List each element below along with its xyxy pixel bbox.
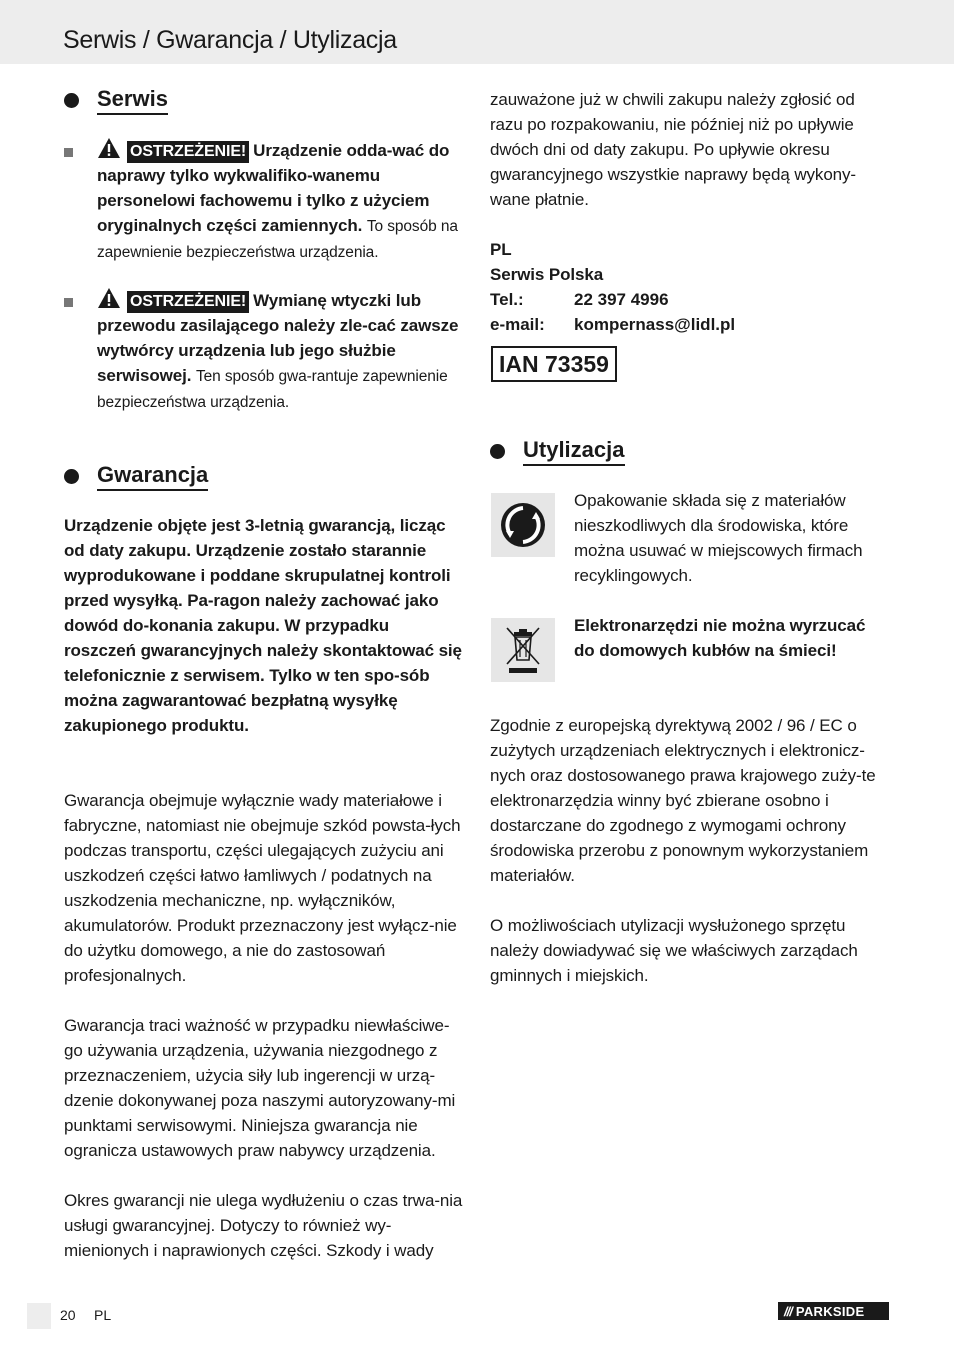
bullet-dot-icon xyxy=(64,469,79,484)
gwarancja-heading-text: Gwarancja xyxy=(97,462,208,491)
page-title: Serwis / Gwarancja / Utylizacja xyxy=(63,26,397,54)
packaging-text: Opakowanie składa się z materiałów nieszkodliwych dla środowiska, które można usuwać w miejscowych firmach recyklingowych. xyxy=(574,491,863,585)
weee-bin-icon xyxy=(491,618,555,682)
serwis-item-2-bold: Wymianę wtyczki lub przewodu zasilającego należy zle-cać zawsze wytwórcy urządzenia lub jego służbie serwisowej. xyxy=(97,291,459,385)
serwis-item-2-normal: Ten sposób gwa-rantuje zapewnienie bezpieczeństwa urządzenia. xyxy=(97,368,448,411)
gwarancja-paragraph-1: Gwarancja obejmuje wyłącznie wady materiałowe i fabryczne, natomiast nie obejmuje szkód powsta-łych podczas transportu, części ulegających zużyciu ani uszkodzeń części łatwo łamliwych / podatnych na uszkodzenia mechaniczne, np. wyłączników, akumulatorów. Produkt przeznaczony jest wyłącz-nie do użytku domowego, a nie do zastosowań profesjonalnych. xyxy=(64,791,461,985)
green-dot-recycling-icon xyxy=(491,493,555,557)
utylizacja-paragraph-2: O możliwościach utylizacji wysłużonego sprzętu należy dowiadywać się we właściwych zarządach gminnych i miejskich. xyxy=(490,916,858,985)
contact-tel-row xyxy=(490,287,735,312)
tel-value: 22 397 4996 xyxy=(574,290,669,309)
email-value: kompernass@lidl.pl xyxy=(574,315,736,334)
serwis-item-1-normal: To sposób na zapewnienie bezpieczeństwa urządzenia. xyxy=(97,218,458,261)
serwis-item-1-text xyxy=(97,137,464,265)
serwis-item-1-bold: Urządzenie odda-wać do naprawy tylko wykwalifiko-wanemu personelowi fachowemu i tylko z użyciem oryginalnych części zamiennych. xyxy=(97,141,450,235)
weee-bold-text: Elektronarzędzi nie można wyrzucać do domowych kubłów na śmieci! xyxy=(574,616,866,660)
bullet-dot-icon xyxy=(64,93,79,108)
parkside-logo xyxy=(778,1302,889,1320)
warning-triangle-icon xyxy=(97,137,121,159)
logo-brand: PARKSIDE xyxy=(795,1303,865,1319)
warning-label: OSTRZEŻENIE! xyxy=(127,291,249,313)
utylizacja-heading-text: Utylizacja xyxy=(523,437,625,466)
page-number-box xyxy=(27,1303,51,1329)
footer-language: PL xyxy=(94,1307,112,1323)
contact-country: PL xyxy=(490,240,512,259)
gwarancja-heading xyxy=(64,462,208,491)
square-bullet-icon xyxy=(64,148,73,157)
serwis-item-1 xyxy=(64,137,464,287)
contact-email-row xyxy=(490,312,735,337)
recycle-arrows-icon xyxy=(498,500,548,550)
logo-slashes: /// xyxy=(784,1303,792,1319)
utylizacja-paragraph-1: Zgodnie z europejską dyrektywą 2002 / 96 / EC o zużytych urządzeniach elektrycznych i elektronicz-nych oraz dostosowanego prawa krajowego zuży-te elektronarzędzia winny być zbierane osobno i dostarczane do zgodnego z wymogami ochrony środowiska przerobu z ponownym wykorzystaniem materiałów. xyxy=(490,716,876,885)
square-bullet-icon xyxy=(64,298,73,307)
serwis-heading-text: Serwis xyxy=(97,86,168,115)
warning-triangle-icon xyxy=(97,287,121,309)
gwarancja-paragraph-2: Gwarancja traci ważność w przypadku niewłaściwe-go używania urządzenia, używania niezgodnego z przeznaczeniem, użycia siły lub ingerencji w urzą-dzenie dokonywanej poza naszymi autoryzowany-mi punktami serwisowymi. Niniejsza gwarancja nie ogranicza ustawowych praw nabywcy urządzenia. xyxy=(64,1016,456,1160)
bullet-dot-icon xyxy=(490,444,505,459)
gwarancja-paragraph-3-continued: zauważone już w chwili zakupu należy zgłosić od razu po rozpakowaniu, nie później niż po upływie dwóch dni od daty zakupu. Po upływie okresu gwarancyjnego wszystkie naprawy będą wykony-wane płatnie. xyxy=(490,90,856,209)
ian-number: IAN 73359 xyxy=(491,346,617,382)
crossed-out-bin-icon xyxy=(501,624,545,676)
gwarancja-paragraph-3: Okres gwarancji nie ulega wydłużeniu o czas trwa-nia usługi gwarancyjnej. Dotyczy to również wy-mienionych i naprawionych części. Szkody i wady xyxy=(64,1191,463,1260)
warning-label: OSTRZEŻENIE! xyxy=(127,141,249,163)
serwis-item-2 xyxy=(64,287,464,417)
email-label: e-mail: xyxy=(490,315,545,334)
contact-table xyxy=(490,287,735,337)
serwis-item-2-text xyxy=(97,287,464,415)
tel-label: Tel.: xyxy=(490,290,524,309)
serwis-heading xyxy=(64,86,168,115)
gwarancja-bold-paragraph: Urządzenie objęte jest 3-letnią gwarancją, licząc od daty zakupu. Urządzenie zostało starannie wyprodukowane i poddane skrupulatnej kontroli przed wysyłką. Pa-ragon należy zachować jako dowód do-konania zakupu. W przypadku roszczeń gwarancyjnych należy skontaktować się telefonicznie z serwisem. Tylko w ten spo-sób można zagwarantować bezpłatną wysyłkę zakupionego produktu. xyxy=(64,516,462,735)
contact-name: Serwis Polska xyxy=(490,265,604,284)
page-number: 20 xyxy=(60,1307,76,1323)
utylizacja-heading xyxy=(490,437,625,466)
